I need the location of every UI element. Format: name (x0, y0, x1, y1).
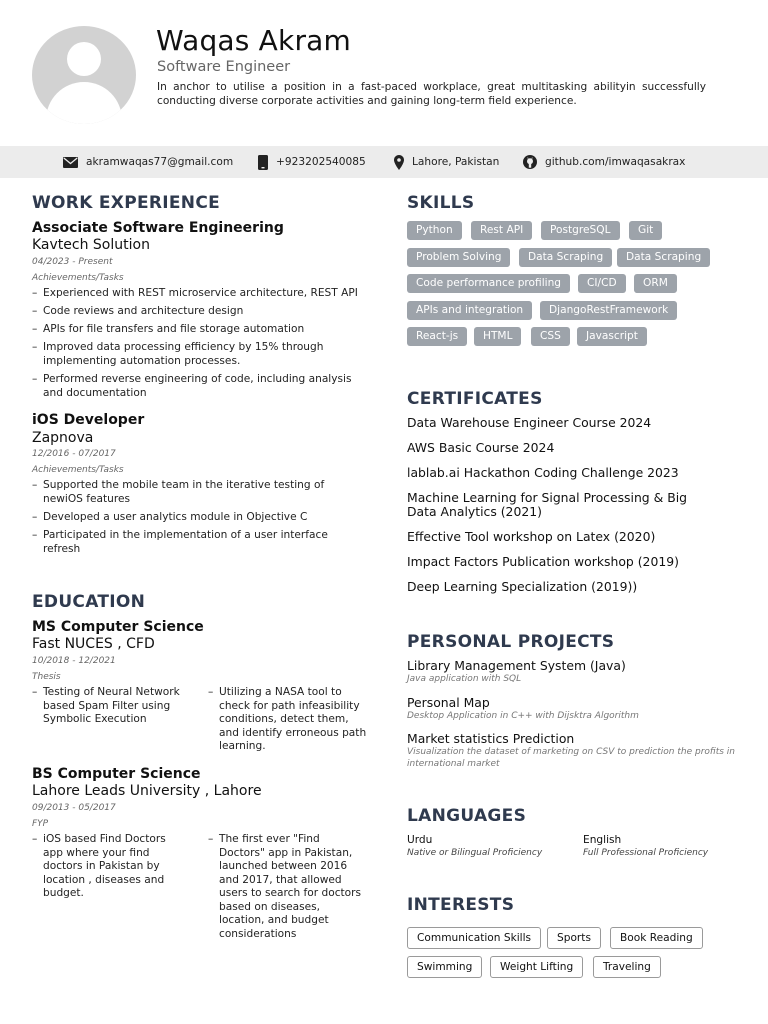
contact-email[interactable] (63, 146, 233, 178)
candidate-role: Software Engineer (157, 59, 291, 75)
certificate-item: Machine Learning for Signal Processing & Big Data Analytics (2021) (407, 490, 688, 519)
education-title: EDUCATION (32, 592, 146, 612)
skill-tag: Data Scraping (519, 248, 612, 267)
contact-phone[interactable] (258, 146, 366, 178)
contact-phone-text: +923202540085 (276, 156, 366, 168)
job-task: – Performed reverse engineering of code, including analysis and documentation (32, 373, 352, 400)
work-experience-title: WORK EXPERIENCE (32, 193, 221, 213)
contact-location (394, 146, 499, 178)
education-point: – iOS based Find Doctors app where your find doctors in Pakistan by location , diseases and budget. (32, 833, 182, 901)
skill-tag: Problem Solving (407, 248, 510, 267)
skill-tag: ORM (634, 274, 677, 293)
job-title: iOS Developer (32, 412, 145, 428)
school-name: Lahore Leads University , Lahore (32, 783, 262, 799)
education-label: Thesis (32, 672, 61, 682)
candidate-name: Waqas Akram (156, 24, 351, 57)
job-task: – Participated in the implementation of a user interface refresh (32, 529, 352, 556)
job-task: – Improved data processing efficiency by 15% through implementing automation processes. (32, 341, 342, 368)
skill-tag: CI/CD (578, 274, 626, 293)
contact-github[interactable] (523, 146, 685, 178)
job-task: – Developed a user analytics module in Objective C (32, 511, 367, 525)
project-description: Visualization the dataset of marketing on CSV to prediction the profits in international market (407, 747, 736, 769)
skill-tag: CSS (531, 327, 570, 346)
certificate-item: lablab.ai Hackathon Coding Challenge 2023 (407, 465, 679, 480)
interest-tag: Swimming (407, 956, 482, 978)
project-description: Desktop Application in C++ with Dijsktra Algorithm (407, 711, 639, 721)
certificate-item: Impact Factors Publication workshop (2019) (407, 554, 679, 569)
skill-tag: Python (407, 221, 462, 240)
job-tasks-label: Achievements/Tasks (32, 465, 124, 475)
summary-text: In anchor to utilise a position in a fast-paced workplace, great multitasking abilityin successfully conducting diverse corporate activities and gaining long-term field experience. (157, 81, 706, 107)
envelope-icon (63, 157, 78, 168)
projects-title: PERSONAL PROJECTS (407, 632, 615, 652)
certificates-title: CERTIFICATES (407, 389, 543, 409)
interest-tag: Book Reading (610, 927, 703, 949)
phone-icon (258, 155, 268, 170)
education-point: – The first ever "Find Doctors" app in Pakistan, launched between 2016 and 2017, that allowed users to search for doctors based on diseases, location, and budget considerations (208, 833, 363, 941)
skill-tag: DjangoRestFramework (540, 301, 677, 320)
interest-tag: Communication Skills (407, 927, 541, 949)
education-point: – Testing of Neural Network based Spam Filter using Symbolic Execution (32, 686, 192, 727)
contact-email-text: akramwaqas77@gmail.com (86, 156, 234, 168)
job-task: – Code reviews and architecture design (32, 305, 367, 319)
contact-github-text: github.com/imwaqasakrax (545, 156, 686, 168)
avatar-placeholder-icon (32, 26, 136, 124)
skill-tag: Javascript (577, 327, 647, 346)
job-company: Kavtech Solution (32, 237, 150, 253)
certificate-item: Data Warehouse Engineer Course 2024 (407, 415, 652, 430)
project-name: Library Management System (Java) (407, 658, 626, 673)
skill-tag: Code performance profiling (407, 274, 570, 293)
language-level: Full Professional Proficiency (583, 848, 709, 858)
job-title: Associate Software Engineering (32, 220, 284, 236)
github-icon (523, 155, 537, 169)
job-task: – Experienced with REST microservice architecture, REST API (32, 287, 367, 301)
job-tasks-label: Achievements/Tasks (32, 273, 124, 283)
education-dates: 10/2018 - 12/2021 (32, 656, 116, 666)
project-name: Market statistics Prediction (407, 731, 575, 746)
interests-title: INTERESTS (407, 895, 515, 915)
certificate-item: Deep Learning Specialization (2019)) (407, 579, 638, 594)
job-dates: 12/2016 - 07/2017 (32, 449, 116, 459)
job-dates: 04/2023 - Present (32, 257, 113, 267)
skills-title: SKILLS (407, 193, 475, 213)
job-company: Zapnova (32, 430, 94, 446)
school-name: Fast NUCES , CFD (32, 636, 155, 652)
education-dates: 09/2013 - 05/2017 (32, 803, 116, 813)
location-pin-icon (394, 155, 404, 170)
interest-tag: Weight Lifting (490, 956, 583, 978)
project-name: Personal Map (407, 695, 490, 710)
languages-title: LANGUAGES (407, 806, 527, 826)
certificate-item: AWS Basic Course 2024 (407, 440, 555, 455)
skill-tag: React-js (407, 327, 467, 346)
project-description: Java application with SQL (407, 674, 522, 684)
contact-location-text: Lahore, Pakistan (412, 156, 500, 168)
skill-tag: HTML (474, 327, 521, 346)
language-name: English (583, 834, 622, 846)
job-task: – APIs for file transfers and file storage automation (32, 323, 367, 337)
skill-tag: APIs and integration (407, 301, 532, 320)
degree-title: BS Computer Science (32, 766, 201, 782)
language-name: Urdu (407, 834, 433, 846)
resume-header (0, 0, 768, 146)
interest-tag: Traveling (593, 956, 661, 978)
skill-tag: Git (629, 221, 662, 240)
skill-tag: Rest API (471, 221, 532, 240)
skill-tag: PostgreSQL (541, 221, 620, 240)
contact-bar (0, 146, 768, 178)
job-task: – Supported the mobile team in the iterative testing of newiOS features (32, 479, 342, 506)
degree-title: MS Computer Science (32, 619, 204, 635)
certificate-item: Effective Tool workshop on Latex (2020) (407, 529, 656, 544)
language-level: Native or Bilingual Proficiency (407, 848, 543, 858)
skill-tag: Data Scraping (617, 248, 710, 267)
education-point: – Utilizing a NASA tool to check for path infeasibility conditions, detect them, and identify erroneous path learning. (208, 686, 368, 754)
interest-tag: Sports (547, 927, 601, 949)
education-label: FYP (32, 819, 49, 829)
